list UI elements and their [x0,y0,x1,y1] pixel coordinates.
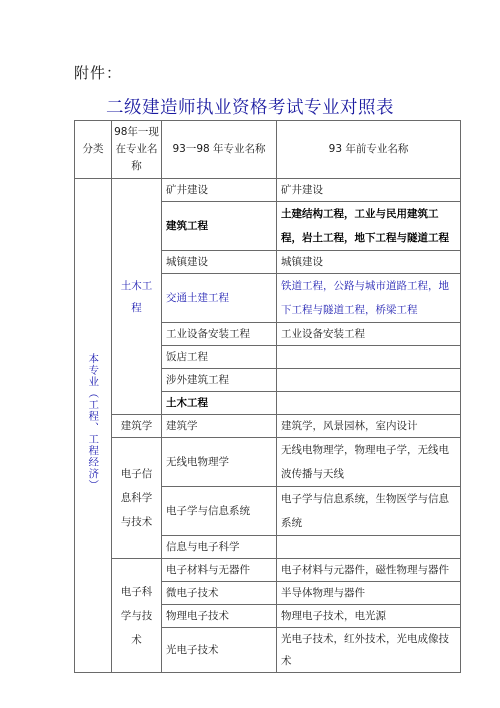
table-header-row [75,121,461,179]
group-electronic-sci: 电子科学与技术 [112,559,162,673]
mid-cell: 土木工程 [162,392,277,415]
group-architecture: 建筑学 [112,415,162,438]
mid-cell: 光电子技术 [162,628,277,673]
header-major-pre93: 93 年前专业名称 [277,121,461,179]
right-cell: 无线电物理学，物理电子学，无线电波传播与天线 [277,438,461,487]
major-comparison-table [74,120,461,673]
mid-cell: 电子学与信息系统 [162,487,277,536]
right-cell: 城镇建设 [277,251,461,274]
mid-cell: 城镇建设 [162,251,277,274]
mid-cell: 无线电物理学 [162,438,277,487]
right-cell [277,369,461,392]
group-civil: 土木工程 [112,179,162,415]
attachment-label: 附件： [74,64,123,82]
mid-cell: 物理电子技术 [162,605,277,628]
header-major-93-98: 93一98 年专业名称 [162,121,277,179]
mid-cell: 建筑工程 [162,202,277,251]
table-row [75,559,461,582]
right-cell: 光电子技术，红外技术，光电成像技术 [277,628,461,673]
table-row [75,415,461,438]
mid-cell: 信息与电子科学 [162,536,277,559]
mid-cell: 电子材料与无器件 [162,559,277,582]
right-cell: 建筑学，风景园林，室内设计 [277,415,461,438]
header-category: 分类 [75,121,112,179]
right-cell: 工业设备安装工程 [277,323,461,346]
mid-cell: 交通土建工程 [162,274,277,323]
table-row [75,438,461,487]
right-cell [277,392,461,415]
document-title: 二级建造师执业资格考试专业对照表 [106,98,394,118]
right-cell: 矿井建设 [277,179,461,202]
mid-cell: 饭店工程 [162,346,277,369]
category-main-cell [75,179,112,673]
header-current-major: 98年一现在专业名称 [112,121,162,179]
mid-cell: 微电子技术 [162,582,277,605]
mid-cell: 工业设备安装工程 [162,323,277,346]
right-cell: 电子材料与元器件，磁性物理与器件 [277,559,461,582]
mid-cell: 建筑学 [162,415,277,438]
mid-cell: 矿井建设 [162,179,277,202]
right-cell [277,346,461,369]
right-cell [277,536,461,559]
right-cell: 半导体物理与器件 [277,582,461,605]
right-cell: 土建结构工程，工业与民用建筑工程，岩土工程，地下工程与隧道工程 [277,202,461,251]
right-cell: 物理电子技术，电光源 [277,605,461,628]
table-row [75,179,461,202]
mid-cell: 涉外建筑工程 [162,369,277,392]
right-cell: 电子学与信息系统，生物医学与信息系统 [277,487,461,536]
right-cell: 铁道工程，公路与城市道路工程，地下工程与隧道工程，桥梁工程 [277,274,461,323]
category-main-label: 本专业（工程、工程经济） [87,352,100,491]
group-electronic-info: 电子信息科学与技术 [112,438,162,559]
